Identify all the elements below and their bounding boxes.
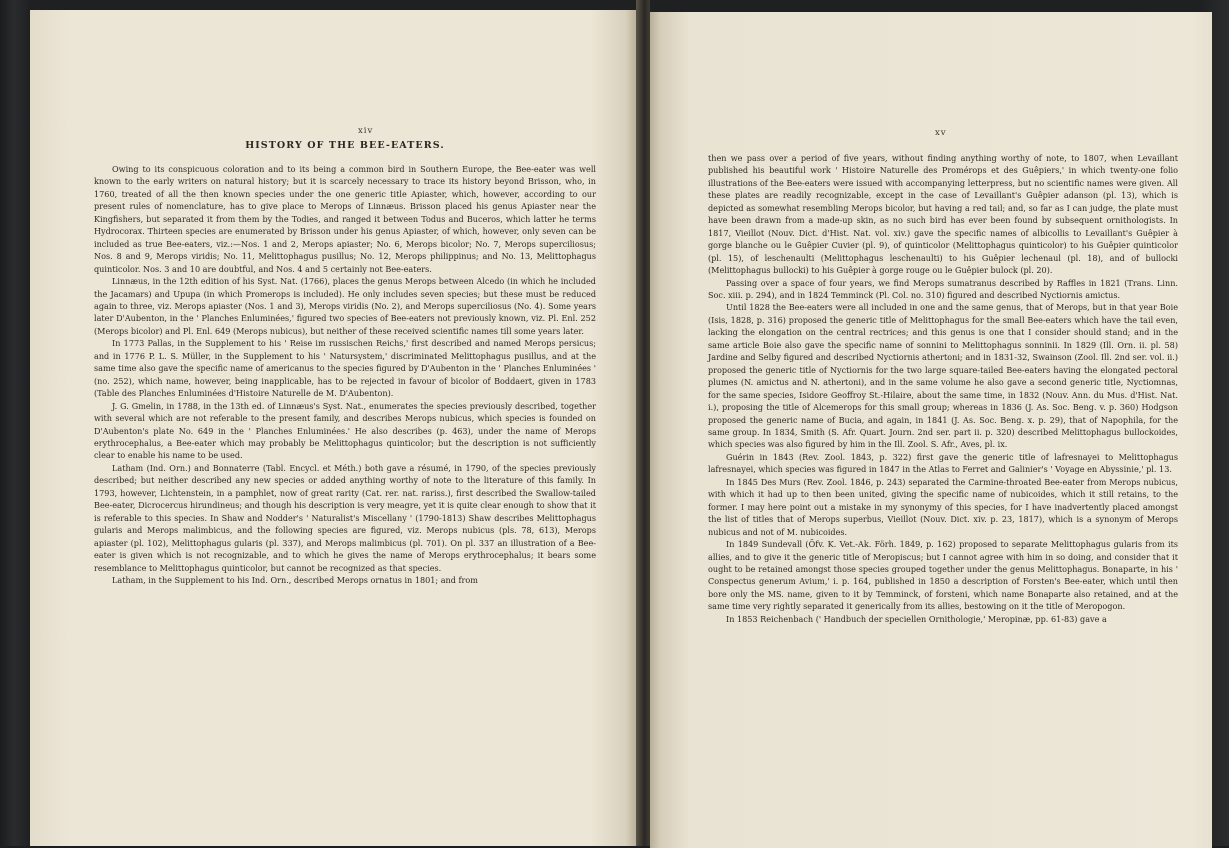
right-page-body (708, 152, 1178, 625)
chapter-heading: HISTORY OF THE BEE-EATERS. (245, 140, 445, 151)
book-gutter (636, 0, 650, 846)
paragraph: In 1849 Sundevall (Öfv. K. Vet.-Ak. Förh. 1849, p. 162) proposed to separate Melittophagus gularis from its allies, and to give it the generic title of Meropiscus; but I cannot agree with him in so doing, and consider that it ought to be retained amongst those species grouped together under the genus Melittophagus. Bonaparte, in his ' Conspectus generum Avium,' i. p. 164, published in 1850 a description of Forsten's Bee-eater, which until then bore only the MS. name, given to it by Temminck, of forsteni, which name Bonaparte also retained, and at the same time very rightly separated it generically from its allies, bestowing on it the title of Meropogon. (708, 539, 1178, 612)
right-page (650, 12, 1212, 848)
paragraph: In 1845 Des Murs (Rev. Zool. 1846, p. 243) separated the Carmine-throated Bee-eater from Merops nubicus, with which it had up to then been united, giving the specific name of nubicoides, which it still retains, to the former. I may here point out a mistake in my synonymy of this species, for I have inadvertently placed amongst the list of titles that of Merops superbus, Vieillot (Nouv. Dict. xiv. p. 23, 1817), which is a synonym of Merops nubicus and not of M. nubicoides. (708, 476, 1178, 537)
left-page-body (94, 163, 596, 586)
paragraph: In 1773 Pallas, in the Supplement to his ' Reise im russischen Reichs,' first described and named Merops persicus; and in 1776 P. L. S. Müller, in the Supplement to his ' Natursystem,' discriminated Melittophagus pusillus, and at the same time also gave the specific name of americanus to the species figured by D'Aubenton in the ' Planches Enluminées ' (no. 252), which name, however, being inapplicable, has to be rejected in favour of bicolor of Boddaert, given in 1783 (Table des Planches Enluminées d'Histoire Naturelle de M. D'Aubenton). (94, 338, 596, 399)
paragraph: Latham (Ind. Orn.) and Bonnaterre (Tabl. Encycl. et Méth.) both gave a résumé, in 1790, of the species previously described; but neither described any new species or added anything worthy of note to the literature of this family. In 1793, however, Lichtenstein, in a pamphlet, now of great rarity (Cat. rer. nat. rariss.), first described the Swallow-tailed Bee-eater, Dicrocercus hirundineus; and though his description is very meagre, yet it is quite clear enough to show that it is referable to this species. In Shaw and Nodder's ' Naturalist's Miscellany ' (1790-1813) Shaw describes Melittophagus gularis and Merops malimbicus, and the following species are figured, viz. Merops nubicus (pls. 78, 613), Merops apiaster (pl. 102), Melittophagus gularis (pl. 337), and Merops malimbicus (pl. 701). On pl. 337 an illustration of a Bee-eater is given which is not recognizable, and to which he gives the name of Merops erythrocephalus; it bears some resemblance to Melittophagus quinticolor, but cannot be recognized as that species. (94, 462, 596, 573)
paragraph: Guérin in 1843 (Rev. Zool. 1843, p. 322) first gave the generic title of lafresnayei to Melittophagus lafresnayei, which species was figured in 1847 in the Atlas to Ferret and Galinier's ' Voyage en Abyssinie,' pl. 13. (708, 451, 1178, 475)
paragraph: Passing over a space of four years, we find Merops sumatranus described by Raffles in 1821 (Trans. Linn. Soc. xiii. p. 294), and in 1824 Temminck (Pl. Col. no. 310) figured and described Nyctiornis amictus. (708, 277, 1178, 300)
page-number-right: xv (935, 128, 947, 138)
left-page (30, 10, 636, 846)
paragraph: Linnæus, in the 12th edition of his Syst. Nat. (1766), places the genus Merops between Alcedo (in which he included the Jacamars) and Upupa (in which Promerops is included). He only includes seven species; but these must be reduced again to three, viz. Merops apiaster (Nos. 1 and 3), Merops viridis (No. 2), and Merops superciliosus (No. 4). Some years later D'Aubenton, in the ' Planches Enluminées,' figured two species of Bee-eaters not previously known, viz. Pl. Enl. 252 (Merops bicolor) and Pl. Enl. 649 (Merops nubicus), but neither of these received scientific names till some years later. (94, 276, 596, 336)
paragraph: Owing to its conspicuous coloration and to its being a common bird in Southern Europe, the Bee-eater was well known to the early writers on natural history; but it is scarcely necessary to trace its history beyond Brisson, who, in 1760, treated of all the then known species under the one generic title Apiaster, which, however, according to our present rules of nomenclature, has to give place to Merops of Linnæus. Brisson placed his genus Apiaster near the Kingfishers, but separated it from them by the Todies, and ranged it between Todus and Buceros, which latter he terms Hydrocorax. Thirteen species are enumerated by Brisson under his genus Apiaster, of which, however, only seven can be included as true Bee-eaters, viz.:—Nos. 1 and 2, Merops apiaster; No. 6, Merops bicolor; No. 7, Merops superciliosus; Nos. 8 and 9, Merops viridis; No. 11, Melittophagus pusillus; No. 12, Merops philippinus; and No. 13, Melittophagus quinticolor. Nos. 3 and 10 are doubtful, and Nos. 4 and 5 certainly not Bee-eaters. (94, 164, 596, 274)
paragraph: J. G. Gmelin, in 1788, in the 13th ed. of Linnæus's Syst. Nat., enumerates the species previously described, together with several which are not referable to the present family, and describes Merops nubicus, which species is founded on D'Aubenton's plate No. 649 in the ' Planches Enluminées.' He also describes (p. 463), under the name of Merops erythrocephalus, a Bee-eater which may probably be Melittophagus quinticolor; but the description is not sufficiently clear to enable his name to be used. (94, 400, 596, 461)
paragraph: In 1853 Reichenbach (' Handbuch der speciellen Ornithologie,' Meropinæ, pp. 61-83) gave a (726, 613, 1107, 624)
paragraph: Latham, in the Supplement to his Ind. Orn., described Merops ornatus in 1801; and from (112, 574, 478, 585)
paragraph: Until 1828 the Bee-eaters were all included in one and the same genus, that of Merops, but in that year Boie (Isis, 1828, p. 316) proposed the generic title of Melittophagus for the small Bee-eaters which have the tail even, lacking the elongation on the central rectrices; and this genus is one that I consider should stand; and in the same article Boie also gave the specific name of sonnini to Melittophagus sonninii. In 1829 (Ill. Orn. ii. pl. 58) Jardine and Selby figured and described Nyctiornis athertoni; and in 1831-32, Swainson (Zool. Ill. 2nd ser. vol. ii.) proposed the generic title of Nyctiornis for the two large square-tailed Bee-eaters having the elongated pectoral plumes (N. amictus and N. athertoni), and in the same volume he also gave a second generic title, Nyctiomnas, for the same species, Isidore Geoffroy St.-Hilaire, about the same time, in 1832 (Nouv. Ann. du Mus. d'Hist. Nat. i.), proposing the title of Alcemerops for this small group; whereas in 1836 (J. As. Soc. Beng. v. p. 360) Hodgson proposed the generic name of Bucia, and again, in 1841 (J. As. Soc. Beng. x. p. 29), that of Napophila, for the same group. In 1834, Smith (S. Afr. Quart. Journ. 2nd ser. part ii. p. 320) described Melittophagus bullockoides, which species was also figured by him in the Ill. Zool. S. Afr., Aves, pl. ix. (708, 302, 1178, 450)
paragraph: then we pass over a period of five years, without finding anything worthy of note, to 1807, when Levaillant published his beautiful work ' Histoire Naturelle des Promérops et des Guêpiers,' in which twenty-one folio illustrations of the Bee-eaters were issued with accompanying letterpress, but no scientific names were given. All these plates are readily recognizable, except in the case of Levaillant's Guêpier adanson (pl. 13), which is depicted as somewhat resembling Merops bicolor, but having a red tail; and, so far as I can judge, the plate must have been drawn from a made-up skin, as no such bird has ever been found by subsequent ornithologists. In 1817, Vieillot (Nouv. Dict. d'Hist. Nat. vol. xiv.) gave the specific names of albicollis to Levaillant's Guêpier à gorge blanche ou le Guêpier Cuvier (pl. 9), of quinticolor (Melittophagus quinticolor) to his Guêpier quinticolor (pl. 15), of leschenaulti (Melittophagus leschenaulti) to his Guêpier lechenaul (pl. 18), and of bullocki (Melittophagus bullocki) to his Guêpier à gorge rouge ou le Guêpier bulock (pl. 20). (708, 153, 1178, 276)
page-number-left: xiv (358, 126, 374, 136)
